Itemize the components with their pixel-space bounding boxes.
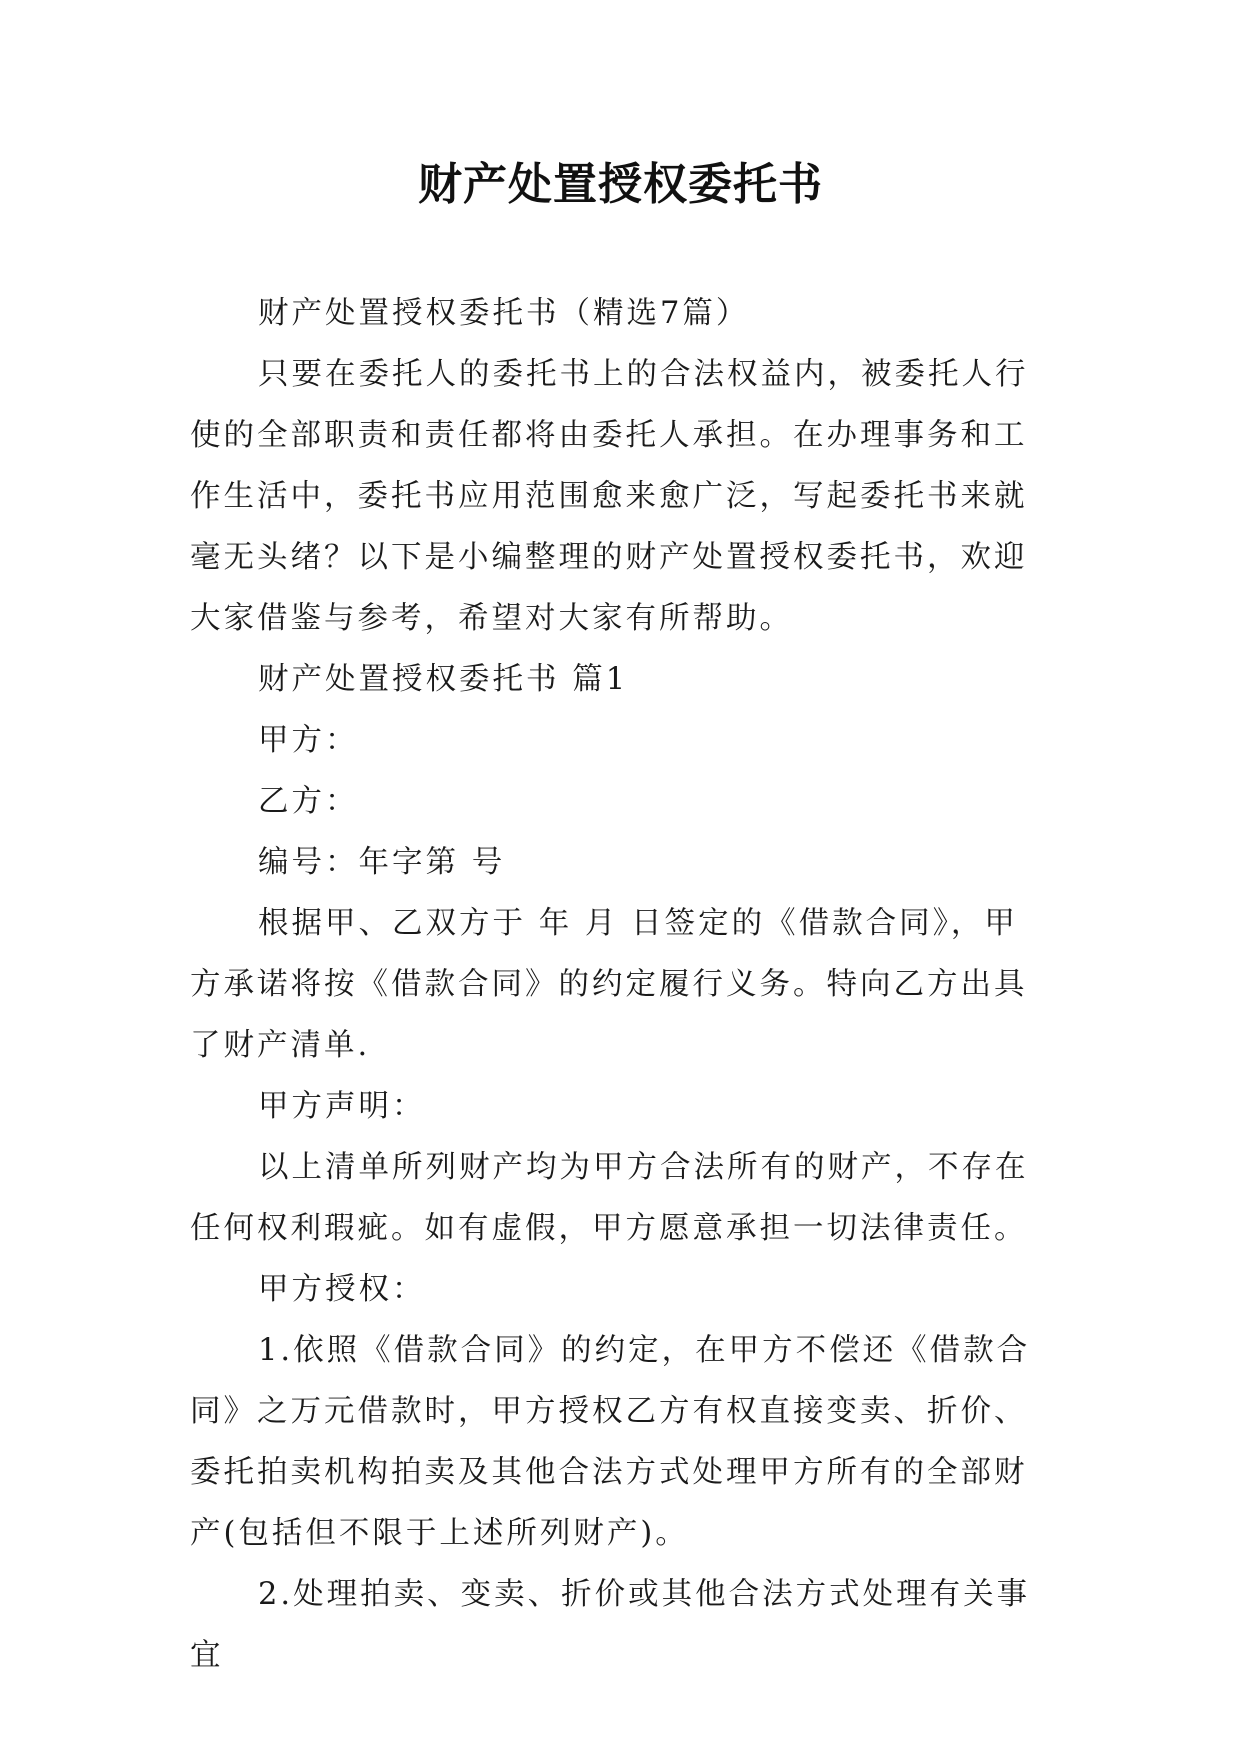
contract-basis-paragraph: 根据甲、乙双方于 年 月 日签定的《借款合同》，甲方承诺将按《借款合同》的约定履行义务。特向乙方出具了财产清单. xyxy=(190,906,1028,1063)
document-body xyxy=(190,283,1050,1686)
intro-paragraph: 只要在委托人的委托书上的合法权益内，被委托人行使的全部职责和责任都将由委托人承担。在办理事务和工作生活中，委托书应用范围愈来愈广泛，写起委托书来就毫无头绪？以下是小编整理的财产处置授权委托书，欢迎大家借鉴与参考，希望对大家有所帮助。 xyxy=(190,357,1029,636)
party-b-line: 乙方： xyxy=(258,784,359,819)
party-a-line: 甲方： xyxy=(258,723,359,758)
subtitle-paragraph: 财产处置授权委托书（精选7篇） xyxy=(258,296,750,331)
document-title: 财产处置授权委托书 xyxy=(418,159,823,210)
party-a-authorization-heading: 甲方授权： xyxy=(258,1272,426,1307)
party-a-statement-paragraph: 以上清单所列财产均为甲方合法所有的财产，不存在任何权利瑕疵。如有虚假，甲方愿意承担一切法律责任。 xyxy=(190,1150,1029,1246)
party-a-statement-heading: 甲方声明： xyxy=(258,1089,426,1124)
authorization-clause-2: 2.处理拍卖、变卖、折价或其他合法方式处理有关事宜 xyxy=(190,1577,1031,1673)
authorization-clause-1: 1.依照《借款合同》的约定，在甲方不偿还《借款合同》之万元借款时，甲方授权乙方有权直接变卖、折价、委托拍卖机构拍卖及其他合法方式处理甲方所有的全部财产(包括但不限于上述所列财产)。 xyxy=(190,1333,1031,1551)
reference-number-line: 编号：年字第 号 xyxy=(258,845,506,880)
section-heading: 财产处置授权委托书 篇1 xyxy=(258,662,629,697)
